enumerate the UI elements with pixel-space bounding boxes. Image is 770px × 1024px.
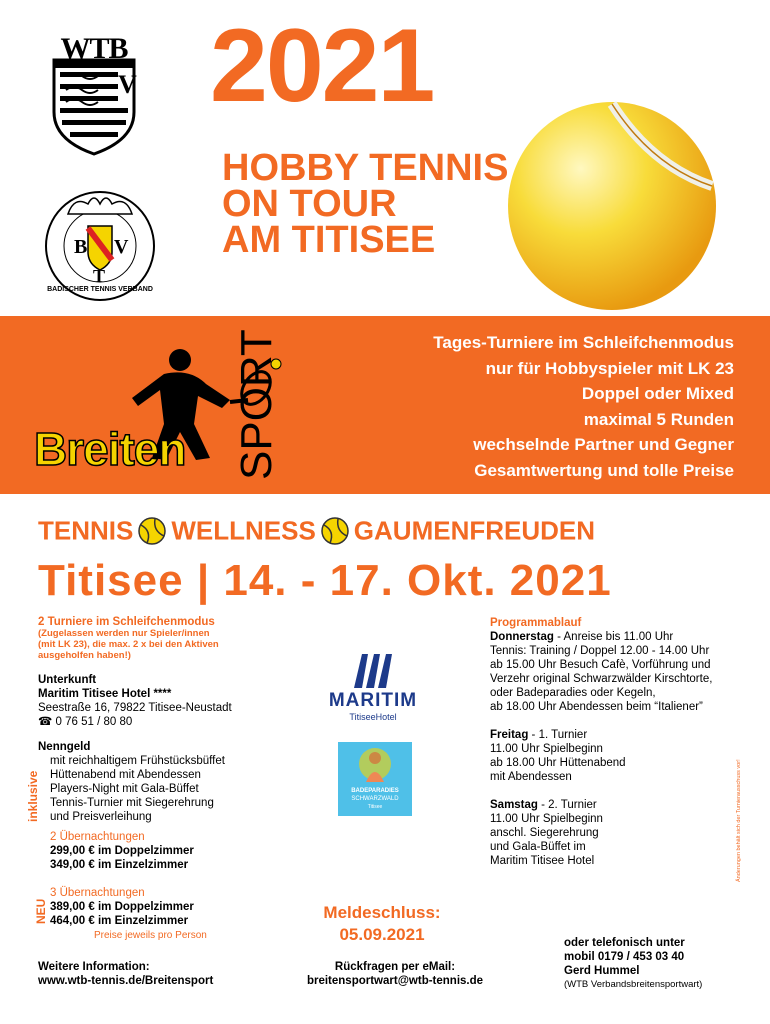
samstag-line: - 2. Turnier (541, 799, 597, 811)
title-line-3: AM TITISEE (222, 219, 436, 261)
nenngeld-title: Nenngeld (38, 741, 91, 753)
btv-logo (40, 186, 160, 302)
donnerstag-label: Donnerstag (490, 631, 554, 643)
more-info (38, 960, 278, 988)
hotel-name: Maritim Titisee Hotel **** (38, 688, 172, 700)
theme-tennis: TENNIS (38, 515, 134, 546)
donnerstag-line: ab 18.00 Uhr Abendessen beim “Italiener” (490, 701, 703, 713)
samstag-line: und Gala-Büffet im (490, 841, 586, 853)
two-nights-block (50, 830, 290, 872)
breitensport-logo (34, 330, 294, 484)
three-nights-block (50, 886, 290, 943)
freitag-label: Freitag (490, 729, 529, 741)
hotel-address: Seestraße 16, 79822 Titisee-Neustadt (38, 702, 232, 714)
badeparadies-line: Titisee (367, 804, 383, 810)
breitensport-logo-word: Breiten (34, 423, 186, 475)
two-nights-price: 349,00 € im Einzelzimmer (50, 859, 189, 871)
tennis-ball-graphic (502, 96, 722, 316)
freitag-line: - 1. Turnier (531, 729, 588, 741)
poster-title (222, 147, 509, 261)
donnerstag-line: Tennis: Training / Doppel 12.00 - 14.00 Uhr (490, 645, 710, 657)
phone-icon: ☎ (38, 716, 56, 728)
donnerstag-line: Verzehr original Schwarzwälder Kirschtorte, (490, 673, 713, 685)
three-nights-title: 3 Übernachtungen (50, 887, 145, 899)
phone-number: mobil 0179 / 453 03 40 (564, 951, 685, 963)
badeparadies-line: BADEPARADIES (351, 788, 399, 794)
wtb-logo-text: WTB (60, 32, 128, 65)
rueckfragen-email[interactable]: breitensportwart@wtb-tennis.de (306, 975, 484, 987)
title-line-2: ON TOUR (222, 183, 397, 225)
contact-name: Gerd Hummel (564, 965, 640, 977)
maritim-logo (318, 650, 428, 720)
side-note: Änderungen behält sich der Turnierausschuss vor! (736, 759, 742, 882)
theme-gaumenfreuden: GAUMENFREUDEN (353, 515, 596, 546)
turniere-note-line: ausgeholfen haben!) (38, 650, 131, 661)
nenngeld-item: Players-Night mit Gala-Büffet (50, 783, 199, 795)
title-line-1: HOBBY TENNIS (222, 147, 509, 189)
freitag-line: 11.00 Uhr Spielbeginn (490, 743, 603, 755)
neu-label: NEU (34, 898, 48, 924)
maritim-logo-word: MARITIM (328, 690, 418, 711)
feature-item: Tages-Turniere im Schleifchenmodus (433, 333, 734, 352)
btv-letter-t: T (93, 266, 106, 286)
badeparadies-line: SCHWARZWALD (351, 796, 399, 802)
meldeschluss-label: Meldeschluss: (323, 903, 441, 922)
feature-item: Gesamtwertung und tolle Preise (474, 460, 734, 480)
badeparadies-logo (338, 742, 412, 816)
samstag-label: Samstag (490, 799, 538, 811)
meldeschluss-date: 05.09.2021 (339, 925, 425, 944)
samstag-line: Maritim Titisee Hotel (490, 855, 595, 867)
freitag-row (490, 728, 750, 742)
breitensport-logo-sport: SPORT (232, 329, 281, 480)
samstag-line: anschl. Siegerehrung (490, 827, 599, 839)
poster-year: 2021 (210, 8, 434, 124)
freitag-line: ab 18.00 Uhr Hüttenabend (490, 757, 626, 769)
inklusive-label: inklusive (26, 770, 40, 822)
tennis-ball-icon (320, 516, 350, 546)
nenngeld-block (38, 740, 298, 824)
wtb-logo (46, 32, 142, 156)
nenngeld-item: und Preisverleihung (50, 811, 152, 823)
two-nights-title: 2 Übernachtungen (50, 831, 145, 843)
turniere-note (38, 628, 308, 661)
programm-block (490, 616, 750, 868)
event-date-line: Titisee | 14. - 17. Okt. 2021 (38, 556, 612, 605)
samstag-row (490, 798, 750, 812)
tennis-ball-icon (137, 516, 167, 546)
btv-letter-v: V (114, 236, 129, 258)
donnerstag-line: oder Badeparadies oder Kegeln, (490, 687, 656, 699)
freitag-line: mit Abendessen (490, 771, 572, 783)
unterkunft-block (38, 673, 308, 729)
btv-logo-text: BADISCHER TENNIS VERBAND (47, 286, 153, 293)
donnerstag-line: - Anreise bis 11.00 Uhr (557, 631, 674, 643)
nenngeld-item: Hüttenabend mit Abendessen (50, 769, 201, 781)
programm-title: Programmablauf (490, 617, 582, 629)
turniere-note-line: (mit LK 23), die max. 2 x bei den Aktiven (38, 639, 219, 650)
rueckfragen (290, 960, 500, 988)
three-nights-price: 389,00 € im Doppelzimmer (50, 901, 194, 913)
maritim-logo-sub: TitiseeHotel (349, 712, 397, 722)
nenngeld-item: mit reichhaltigem Frühstücksbüffet (50, 755, 225, 767)
donnerstag-line: ab 15.00 Uhr Besuch Cafè, Vorführung und (490, 659, 711, 671)
rueckfragen-label: Rückfragen per eMail: (334, 961, 456, 973)
phone-contact (564, 936, 764, 992)
hotel-phone: 0 76 51 / 80 80 (55, 716, 133, 728)
more-info-label: Weitere Information: (38, 961, 150, 973)
feature-item: maximal 5 Runden (583, 409, 734, 429)
more-info-url[interactable]: www.wtb-tennis.de/Breitensport (38, 975, 214, 987)
three-nights-price: 464,00 € im Einzelzimmer (50, 915, 189, 927)
feature-item: Doppel oder Mixed (581, 384, 734, 404)
donnerstag-row (490, 630, 750, 644)
contact-role: (WTB Verbandsbreitensportwart) (564, 979, 703, 990)
nenngeld-item: Tennis-Turnier mit Siegerehrung (50, 797, 214, 809)
btv-letter-b: B (74, 236, 88, 258)
hotel-phone-row (38, 715, 308, 729)
turniere-title: 2 Turniere im Schleifchenmodus (38, 616, 215, 628)
feature-item: nur für Hobbyspieler mit LK 23 (485, 358, 734, 378)
phone-label: oder telefonisch unter (564, 937, 685, 949)
turniere-note-line: (Zugelassen werden nur Spieler/innen (38, 628, 210, 639)
feature-item: wechselnde Partner und Gegner (473, 435, 734, 455)
feature-list (433, 330, 734, 484)
theme-line (38, 514, 738, 547)
wtb-logo-v: V (118, 70, 137, 99)
theme-wellness: WELLNESS (171, 515, 316, 546)
two-nights-price: 299,00 € im Doppelzimmer (50, 845, 194, 857)
price-note: Preise jeweils pro Person (94, 930, 207, 941)
left-column (38, 616, 308, 729)
meldeschluss (312, 902, 452, 946)
unterkunft-title: Unterkunft (38, 674, 97, 686)
samstag-line: 11.00 Uhr Spielbeginn (490, 813, 603, 825)
